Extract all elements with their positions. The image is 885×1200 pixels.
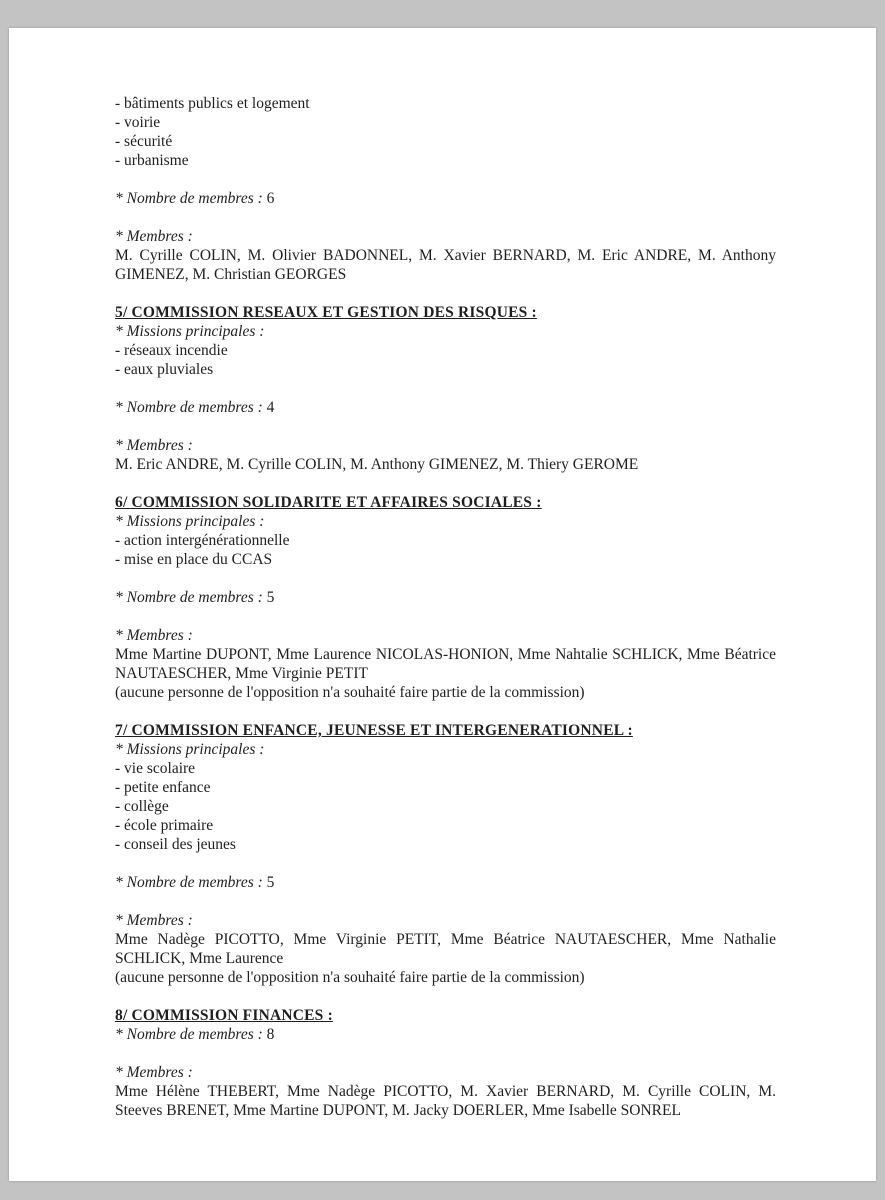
field-label: * Missions principales : [115,323,265,340]
members-paragraph: M. Eric ANDRE, M. Cyrille COLIN, M. Anthony GIMENEZ, M. Thiery GEROME [115,456,639,473]
members-paragraph: Mme Martine DUPONT, Mme Laurence NICOLAS-HONION, Mme Nahtalie SCHLICK, Mme Béatrice NAUTAESCHER, Mme Virginie PETIT [115,646,776,682]
member-count-line [115,588,776,607]
opposition-note: (aucune personne de l'opposition n'a souhaité faire partie de la commission) [115,684,585,701]
bullet-list [115,759,776,854]
opposition-note: (aucune personne de l'opposition n'a souhaité faire partie de la commission) [115,969,585,986]
member-count-line-inner [115,189,776,208]
members-paragraph: M. Cyrille COLIN, M. Olivier BADONNEL, M. Xavier BERNARD, M. Eric ANDRE, M. Anthony GIMENEZ, M. Christian GEORGES [115,247,776,283]
commission-heading: 7/ COMMISSION ENFANCE, JEUNESSE ET INTERGENERATIONNEL : [115,722,633,739]
bullet-line: - réseaux incendie [115,342,228,359]
bullet-line: - mise en place du CCAS [115,551,273,568]
field-label: * Missions principales : [115,741,265,758]
field-value: 8 [266,1026,275,1043]
member-count-line-inner [115,1025,776,1044]
document-page [9,28,876,1181]
bullet-line: - bâtiments publics et logement [115,95,310,112]
field-value: 5 [266,589,275,606]
commission-heading: 8/ COMMISSION FINANCES : [115,1007,333,1024]
bullet-line: - conseil des jeunes [115,836,236,853]
field-label: * Membres : [115,228,193,245]
member-count-line [115,189,776,208]
members-paragraph: Mme Hélène THEBERT, Mme Nadège PICOTTO, M. Xavier BERNARD, M. Cyrille COLIN, M. Steeves BRENET, Mme Martine DUPONT, M. Jacky DOERLER, Mme Isabelle SONREL [115,1083,776,1119]
field-label: * Membres : [115,912,193,929]
member-count-line-inner [115,873,776,892]
bullet-list [115,341,776,379]
field-value: 5 [266,874,275,891]
field-label: * Membres : [115,1064,193,1081]
bullet-list [115,94,776,170]
field-label: * Membres : [115,437,193,454]
bullet-line: - école primaire [115,817,214,834]
field-label: * Nombre de membres : [115,399,263,416]
bullet-line: - vie scolaire [115,760,196,777]
field-label: * Missions principales : [115,513,265,530]
bullet-line: - petite enfance [115,779,211,796]
field-label: * Nombre de membres : [115,1026,263,1043]
member-count-line [115,398,776,417]
members-paragraph: Mme Nadège PICOTTO, Mme Virginie PETIT, Mme Béatrice NAUTAESCHER, Mme Nathalie SCHLICK, Mme Laurence [115,931,776,967]
field-label: * Membres : [115,627,193,644]
commission-heading: 6/ COMMISSION SOLIDARITE ET AFFAIRES SOCIALES : [115,494,542,511]
bullet-line: - voirie [115,114,161,131]
bullet-list [115,531,776,569]
bullet-line: - action intergénérationnelle [115,532,290,549]
bullet-line: - sécurité [115,133,173,150]
bullet-line: - eaux pluviales [115,361,214,378]
member-count-line-inner [115,398,776,417]
member-count-line [115,1025,776,1044]
bullet-line: - collège [115,798,169,815]
bullet-line: - urbanisme [115,152,189,169]
document-content [9,28,876,1120]
field-label: * Nombre de membres : [115,874,263,891]
field-value: 4 [266,399,275,416]
field-label: * Nombre de membres : [115,190,263,207]
member-count-line [115,873,776,892]
field-label: * Nombre de membres : [115,589,263,606]
member-count-line-inner [115,588,776,607]
commission-heading: 5/ COMMISSION RESEAUX ET GESTION DES RISQUES : [115,304,537,321]
field-value: 6 [266,190,275,207]
